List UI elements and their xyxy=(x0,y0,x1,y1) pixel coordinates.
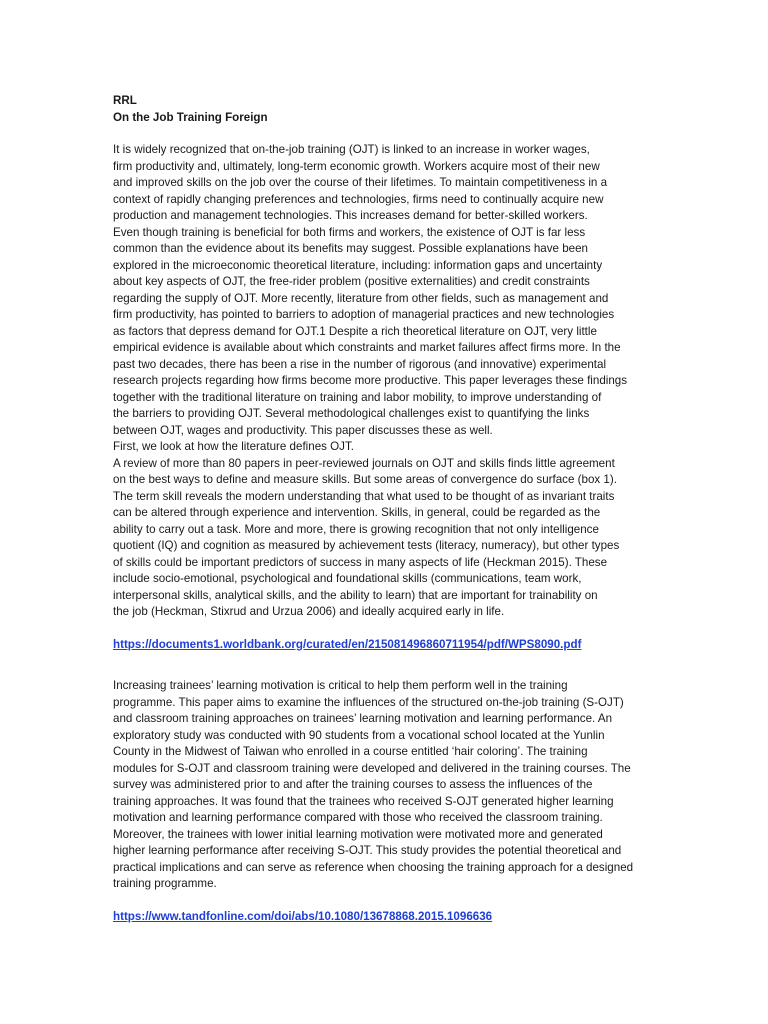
document-subtitle: On the Job Training Foreign xyxy=(113,110,268,124)
tandfonline-link[interactable]: https://www.tandfonline.com/doi/abs/10.1080/13678868.2015.1096636 xyxy=(113,909,493,923)
section1-paragraph: It is widely recognized that on-the-job training (OJT) is linked to an increase in worker wages, firm productivity and, ultimately, long-term economic growth. Workers acquire most of their new and improved skills on the job over the course of their lifetimes. To maintain competitiveness in a context of rapidly changing preferences and technologies, firms need to continually acquire new production and management technologies. This increases demand for better-skilled workers. Even though training is beneficial for both firms and workers, the existence of OJT is far less common than the evidence about its benefits may suggest. Possible explanations have been explored in the microeconomic theoretical literature, including: information gaps and uncertainty about key aspects of OJT, the free-rider problem (positive externalities) and credit constraints regarding the supply of OJT. More recently, literature from other fields, such as management and firm productivity, has pointed to barriers to adoption of managerial practices and new technologies as factors that depress demand for OJT.1 Despite a rich theoretical literature on OJT, very little empirical evidence is available about which constraints and market failures affect firms more. In the past two decades, there has been a rise in the number of rigorous (and innovative) experimental research projects regarding how firms become more productive. This paper leverages these findings together with the traditional literature on training and labor mobility, to improve understanding of the barriers to providing OJT. Several methodological challenges exist to quantifying the links between OJT, wages and productivity. This paper discusses these as well. First, we look at how the literature defines OJT. A review of more than 80 papers in peer-reviewed journals on OJT and skills finds little agreement on the best ways to define and measure skills. But some areas of convergence do surface (box 1). The term skill reveals the modern understanding that what used to be thought of as invariant traits can be altered through experience and intervention. Skills, in general, could be regarded as the ability to carry out a task. More and more, there is growing recognition that not only intelligence quotient (IQ) and cognition as measured by achievement tests (literacy, numeracy), but other types of skills could be important predictors of success in many aspects of life (Heckman 2015). These include socio-emotional, psychological and foundational skills (communications, team work, interpersonal skills, analytical skills, and the ability to learn) that are important for trainability on the job (Heckman, Stixrud and Urzua 2006) and ideally acquired early in life. xyxy=(113,143,628,618)
worldbank-link[interactable]: https://documents1.worldbank.org/curated/en/215081496860711954/pdf/WPS8090.pdf xyxy=(113,637,582,651)
spacer xyxy=(113,126,661,142)
spacer xyxy=(113,653,661,669)
spacer xyxy=(113,621,661,637)
spacer xyxy=(113,669,661,678)
section2-paragraph: Increasing trainees’ learning motivation is critical to help them perform well in the training programme. This paper aims to examine the influences of the structured on-the-job training (S-OJT) and classroom training approaches on trainees’ learning motivation and learning performance. An exploratory study was conducted with 90 students from a vocational school located at the Yunlin County in the Midwest of Taiwan who enrolled in a course entitled ‘hair coloring’. The training modules for S-OJT and classroom training were developed and delivered in the training courses. The survey was administered prior to and after the training courses to assess the influences of the training approaches. It was found that the trainees who received S-OJT generated higher learning motivation and learning performance compared with those who received the classroom training. Moreover, the trainees with lower initial learning motivation were motivated more and generated higher learning performance after receiving S-OJT. This study provides the potential theoretical and practical implications and can serve as reference when choosing the training approach for a designed training programme. xyxy=(113,679,634,890)
document-body xyxy=(113,93,661,925)
document-title: RRL xyxy=(113,94,137,107)
spacer xyxy=(113,893,661,909)
